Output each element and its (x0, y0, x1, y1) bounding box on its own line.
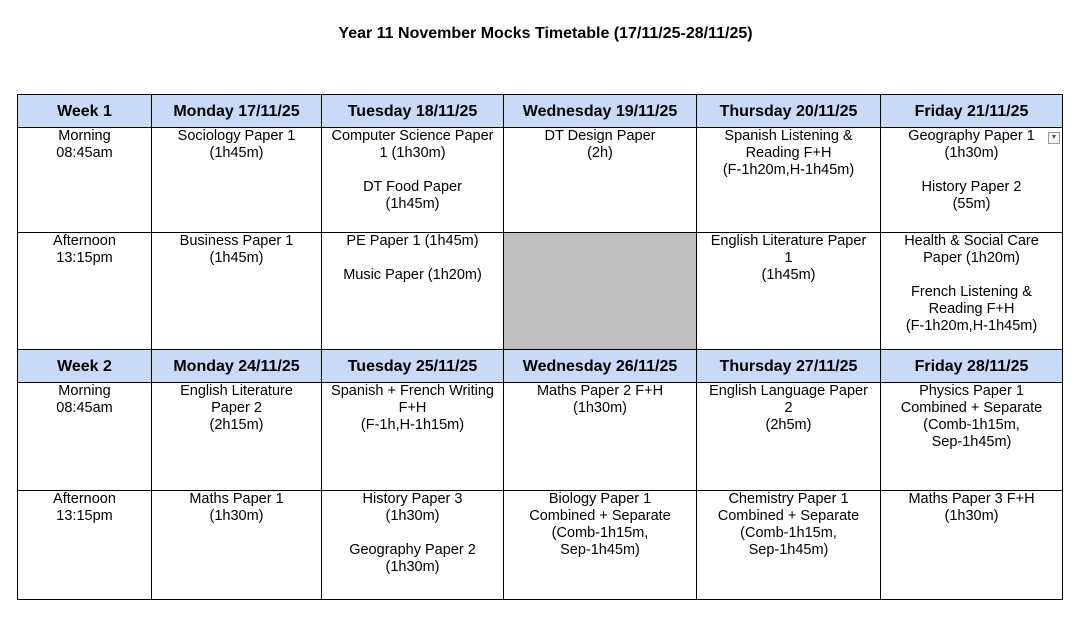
exam-line: Sociology Paper 1 (177, 128, 296, 144)
exam-line: DT Food Paper (363, 179, 462, 195)
exam-line: Health & Social Care (904, 233, 1039, 249)
exam-line: (1h45m) (761, 267, 816, 283)
session-label (18, 233, 152, 350)
exam-line: (1h45m) (209, 145, 264, 161)
exam-line: English Literature (180, 383, 293, 399)
exam-line: (1h30m) (385, 559, 440, 575)
exam-line: Reading F+H (745, 145, 832, 161)
chevron-down-icon[interactable]: ▼ (1048, 132, 1060, 144)
exam-line: (Comb-1h15m, (551, 525, 649, 541)
exam-line: 1 (784, 250, 793, 266)
timetable (17, 94, 1063, 600)
exam-line: Geography Paper 2 (349, 542, 476, 558)
exam-line: Combined + Separate (717, 508, 860, 524)
exam-line: DT Design Paper (544, 128, 656, 144)
exam-line: (F-1h20m,H-1h45m) (722, 162, 855, 178)
week-header-row (18, 95, 1063, 128)
exam-cell[interactable] (697, 128, 881, 233)
exam-cell[interactable] (152, 383, 322, 491)
exam-line: English Literature Paper (710, 233, 867, 249)
session-label-line: Afternoon (53, 233, 116, 249)
exam-cell[interactable] (504, 383, 697, 491)
exam-line: Paper 2 (211, 400, 262, 416)
day-header: Wednesday 26/11/25 (504, 350, 697, 383)
exam-line: (2h15m) (209, 417, 264, 433)
session-label (18, 491, 152, 600)
exam-line: Business Paper 1 (179, 233, 294, 249)
exam-line: Spanish Listening & (724, 128, 853, 144)
day-header: Friday 21/11/25 (881, 95, 1063, 128)
exam-line: Sep-1h45m) (748, 542, 829, 558)
afternoon-row (18, 491, 1063, 600)
exam-line: Paper (1h20m) (923, 250, 1020, 266)
page-title: Year 11 November Mocks Timetable (17/11/25-28/11/25) (338, 25, 753, 42)
exam-cell[interactable] (322, 491, 504, 600)
afternoon-row (18, 233, 1063, 350)
exam-cell[interactable] (881, 233, 1063, 350)
day-header: Wednesday 19/11/25 (504, 95, 697, 128)
exam-cell[interactable] (322, 233, 504, 350)
exam-line: (Comb-1h15m, (923, 417, 1020, 433)
exam-line: (2h5m) (765, 417, 812, 433)
exam-cell[interactable] (697, 383, 881, 491)
session-label-line: Afternoon (53, 491, 116, 507)
day-header: Friday 28/11/25 (881, 350, 1063, 383)
exam-line: Sep-1h45m) (931, 434, 1012, 450)
day-header: Thursday 20/11/25 (697, 95, 881, 128)
exam-line: Music Paper (1h20m) (343, 267, 482, 283)
exam-cell[interactable] (152, 491, 322, 600)
session-label-line: 13:15pm (56, 250, 113, 266)
session-label-line: 08:45am (56, 400, 113, 416)
morning-row (18, 383, 1063, 491)
session-label (18, 128, 152, 233)
exam-line: History Paper 3 (362, 491, 463, 507)
session-label-line: 13:15pm (56, 508, 113, 524)
exam-cell[interactable] (881, 128, 1063, 233)
day-header: Monday 24/11/25 (152, 350, 322, 383)
morning-row (18, 128, 1063, 233)
exam-line: (1h30m) (573, 400, 627, 416)
exam-line: Maths Paper 3 F+H (908, 491, 1035, 507)
exam-line: English Language Paper (709, 383, 868, 399)
exam-cell[interactable] (322, 128, 504, 233)
exam-cell[interactable] (697, 491, 881, 600)
exam-cell[interactable] (504, 491, 697, 600)
exam-line: Chemistry Paper 1 (728, 491, 849, 507)
exam-line: (2h) (587, 145, 613, 161)
week-header-row (18, 350, 1063, 383)
week-label: Week 2 (18, 350, 152, 383)
exam-line: Spanish + French Writing (331, 383, 494, 399)
exam-cell[interactable] (504, 128, 697, 233)
exam-line: (1h30m) (209, 508, 264, 524)
exam-cell[interactable] (322, 383, 504, 491)
session-label (18, 383, 152, 491)
exam-line: F+H (398, 400, 427, 416)
session-label-line: Morning (58, 128, 111, 144)
exam-line: Physics Paper 1 (919, 383, 1024, 399)
session-label-line: 08:45am (56, 145, 113, 161)
day-header: Thursday 27/11/25 (697, 350, 881, 383)
exam-line: (55m) (952, 196, 991, 212)
exam-line: Maths Paper 2 F+H (536, 383, 664, 399)
exam-line: Combined + Separate (900, 400, 1043, 416)
exam-line: (1h30m) (944, 145, 999, 161)
exam-line: French Listening & (911, 284, 1032, 300)
day-header: Tuesday 18/11/25 (322, 95, 504, 128)
session-label-line: Morning (58, 383, 111, 399)
exam-line: (Comb-1h15m, (740, 525, 837, 541)
exam-line: PE Paper 1 (1h45m) (346, 233, 479, 249)
exam-line: Reading F+H (928, 301, 1015, 317)
exam-line: (1h30m) (944, 508, 999, 524)
exam-line: (1h30m) (385, 508, 440, 524)
exam-cell[interactable] (152, 233, 322, 350)
exam-cell[interactable] (881, 491, 1063, 600)
exam-cell[interactable] (152, 128, 322, 233)
exam-line: Combined + Separate (529, 508, 671, 524)
week-label: Week 1 (18, 95, 152, 128)
exam-line: Biology Paper 1 (548, 491, 652, 507)
exam-line: Computer Science Paper (331, 128, 494, 144)
exam-line: (1h45m) (209, 250, 264, 266)
exam-line: Sep-1h45m) (560, 542, 640, 558)
exam-line: 1 (1h30m) (379, 145, 446, 161)
exam-line: Maths Paper 1 (189, 491, 284, 507)
exam-line: (F-1h,H-1h15m) (360, 417, 465, 433)
day-header: Tuesday 25/11/25 (322, 350, 504, 383)
empty-cell (504, 233, 697, 350)
exam-line: 2 (784, 400, 793, 416)
exam-line: (F-1h20m,H-1h45m) (905, 318, 1038, 334)
exam-line: (1h45m) (385, 196, 440, 212)
exam-line: Geography Paper 1 (908, 128, 1035, 144)
day-header: Monday 17/11/25 (152, 95, 322, 128)
exam-cell[interactable] (881, 383, 1063, 491)
exam-line: History Paper 2 (921, 179, 1022, 195)
exam-cell[interactable] (697, 233, 881, 350)
